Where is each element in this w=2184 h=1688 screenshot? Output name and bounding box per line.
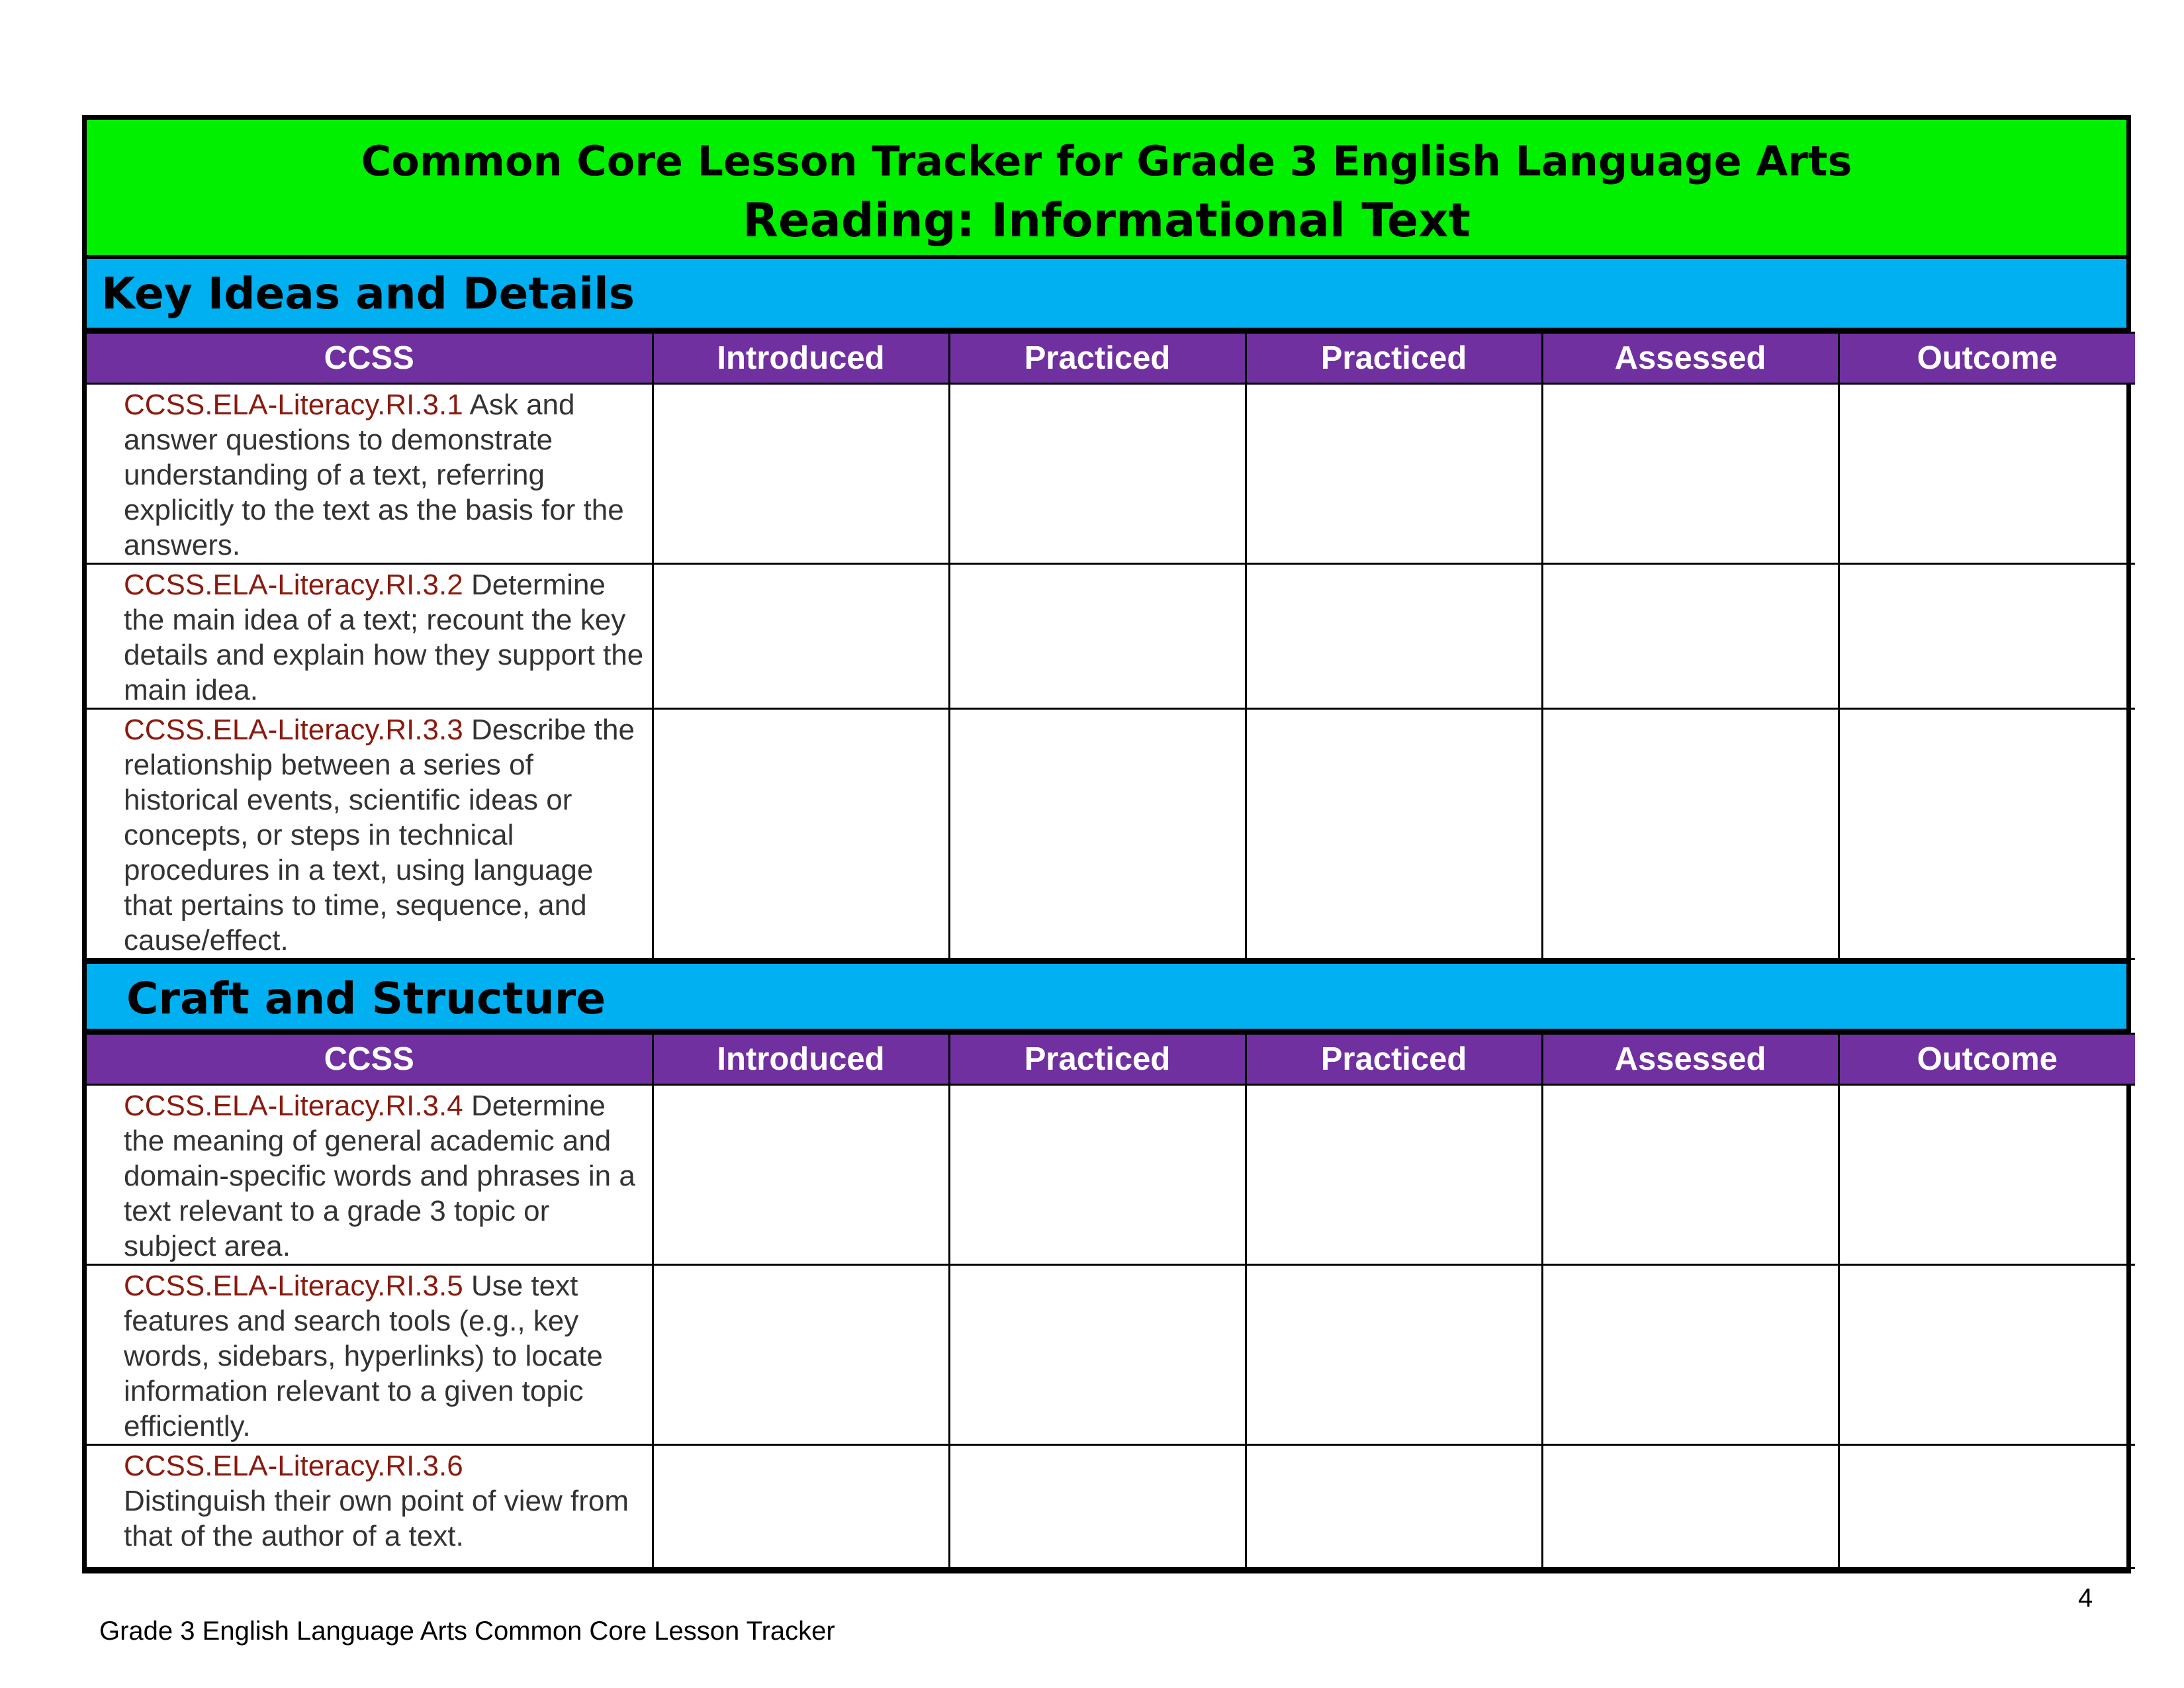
table-row xyxy=(87,1085,2135,1265)
section-heading: Key Ideas and Details xyxy=(87,259,2126,332)
column-header-outcome: Outcome xyxy=(1839,333,2135,384)
practiced-cell[interactable] xyxy=(949,1085,1246,1265)
column-header-assessed: Assessed xyxy=(1542,333,1839,384)
column-header-practiced: Practiced xyxy=(949,1034,1246,1085)
practiced-2-cell[interactable] xyxy=(1246,564,1542,709)
standard-code: CCSS.ELA-Literacy.RI.3.2 xyxy=(124,569,463,601)
assessed-cell[interactable] xyxy=(1542,1085,1839,1265)
practiced-2-cell[interactable] xyxy=(1246,1085,1542,1265)
column-header-ccss: CCSS xyxy=(87,1034,653,1085)
outcome-cell[interactable] xyxy=(1839,1265,2135,1445)
introduced-cell[interactable] xyxy=(653,709,949,959)
tracker-subtitle: Reading: Informational Text xyxy=(743,193,1471,248)
standard-description: Ask and answer questions to demonstrate understanding of a text, referring explicitly to the text as the basis for the answers. xyxy=(124,389,624,561)
introduced-cell[interactable] xyxy=(653,1085,949,1265)
table-row xyxy=(87,384,2135,564)
standard-description: Describe the relationship between a series of historical events, scientific ideas or concepts, or steps in technical procedures in a text, using language that pertains to time, sequence, and cause/effect. xyxy=(124,714,635,957)
outcome-cell[interactable] xyxy=(1839,564,2135,709)
standard-code: CCSS.ELA-Literacy.RI.3.3 xyxy=(124,714,463,746)
table-row xyxy=(87,1265,2135,1445)
practiced-cell[interactable] xyxy=(949,384,1246,564)
assessed-cell[interactable] xyxy=(1542,384,1839,564)
column-header-practiced: Practiced xyxy=(949,333,1246,384)
practiced-2-cell[interactable] xyxy=(1246,384,1542,564)
column-header-row xyxy=(87,333,2135,384)
introduced-cell[interactable] xyxy=(653,564,949,709)
column-header-row xyxy=(87,1034,2135,1085)
standard-description: Distinguish their own point of view from that of the author of a text. xyxy=(124,1485,629,1552)
outcome-cell[interactable] xyxy=(1839,384,2135,564)
practiced-cell[interactable] xyxy=(949,1265,1246,1445)
tracker-title: Common Core Lesson Tracker for Grade 3 English Language Arts xyxy=(361,137,1852,185)
standard-code: CCSS.ELA-Literacy.RI.3.1 xyxy=(124,389,463,421)
section-heading: Craft and Structure xyxy=(87,960,2126,1033)
practiced-2-cell[interactable] xyxy=(1246,709,1542,959)
column-header-ccss: CCSS xyxy=(87,333,653,384)
column-header-practiced-2: Practiced xyxy=(1246,333,1542,384)
column-header-introduced: Introduced xyxy=(653,333,949,384)
assessed-cell[interactable] xyxy=(1542,709,1839,959)
standard-code: CCSS.ELA-Literacy.RI.3.4 xyxy=(124,1090,463,1122)
assessed-cell[interactable] xyxy=(1542,564,1839,709)
standard-description: Determine the main idea of a text; recount the key details and explain how they support the main idea. xyxy=(124,569,644,706)
standard-cell xyxy=(87,384,653,564)
standard-cell xyxy=(87,709,653,959)
table-row xyxy=(87,709,2135,959)
standard-cell xyxy=(87,1085,653,1265)
column-header-outcome: Outcome xyxy=(1839,1034,2135,1085)
assessed-cell[interactable] xyxy=(1542,1445,1839,1568)
standard-cell xyxy=(87,1445,653,1568)
standard-code: CCSS.ELA-Literacy.RI.3.6 xyxy=(124,1450,463,1482)
column-header-introduced: Introduced xyxy=(653,1034,949,1085)
practiced-cell[interactable] xyxy=(949,709,1246,959)
standard-description: Use text features and search tools (e.g., key words, sidebars, hyperlinks) to locate information relevant to a given topic efficiently. xyxy=(124,1270,603,1442)
introduced-cell[interactable] xyxy=(653,1445,949,1568)
standards-table xyxy=(87,1033,2135,1569)
standard-cell xyxy=(87,1265,653,1445)
practiced-cell[interactable] xyxy=(949,1445,1246,1568)
practiced-cell[interactable] xyxy=(949,564,1246,709)
table-row xyxy=(87,564,2135,709)
practiced-2-cell[interactable] xyxy=(1246,1445,1542,1568)
standards-table xyxy=(87,332,2135,960)
column-header-assessed: Assessed xyxy=(1542,1034,1839,1085)
title-band xyxy=(87,120,2126,259)
standard-description: Determine the meaning of general academic and domain-specific words and phrases in a text relevant to a grade 3 topic or subject area. xyxy=(124,1090,635,1262)
assessed-cell[interactable] xyxy=(1542,1265,1839,1445)
outcome-cell[interactable] xyxy=(1839,1445,2135,1568)
standard-cell xyxy=(87,564,653,709)
practiced-2-cell[interactable] xyxy=(1246,1265,1542,1445)
lesson-tracker-table xyxy=(82,115,2131,1573)
outcome-cell[interactable] xyxy=(1839,1085,2135,1265)
column-header-practiced-2: Practiced xyxy=(1246,1034,1542,1085)
introduced-cell[interactable] xyxy=(653,384,949,564)
footer-text: Grade 3 English Language Arts Common Core Lesson Tracker xyxy=(99,1617,835,1646)
introduced-cell[interactable] xyxy=(653,1265,949,1445)
page-number: 4 xyxy=(2078,1583,2093,1613)
outcome-cell[interactable] xyxy=(1839,709,2135,959)
standard-code: CCSS.ELA-Literacy.RI.3.5 xyxy=(124,1270,463,1302)
table-row xyxy=(87,1445,2135,1568)
